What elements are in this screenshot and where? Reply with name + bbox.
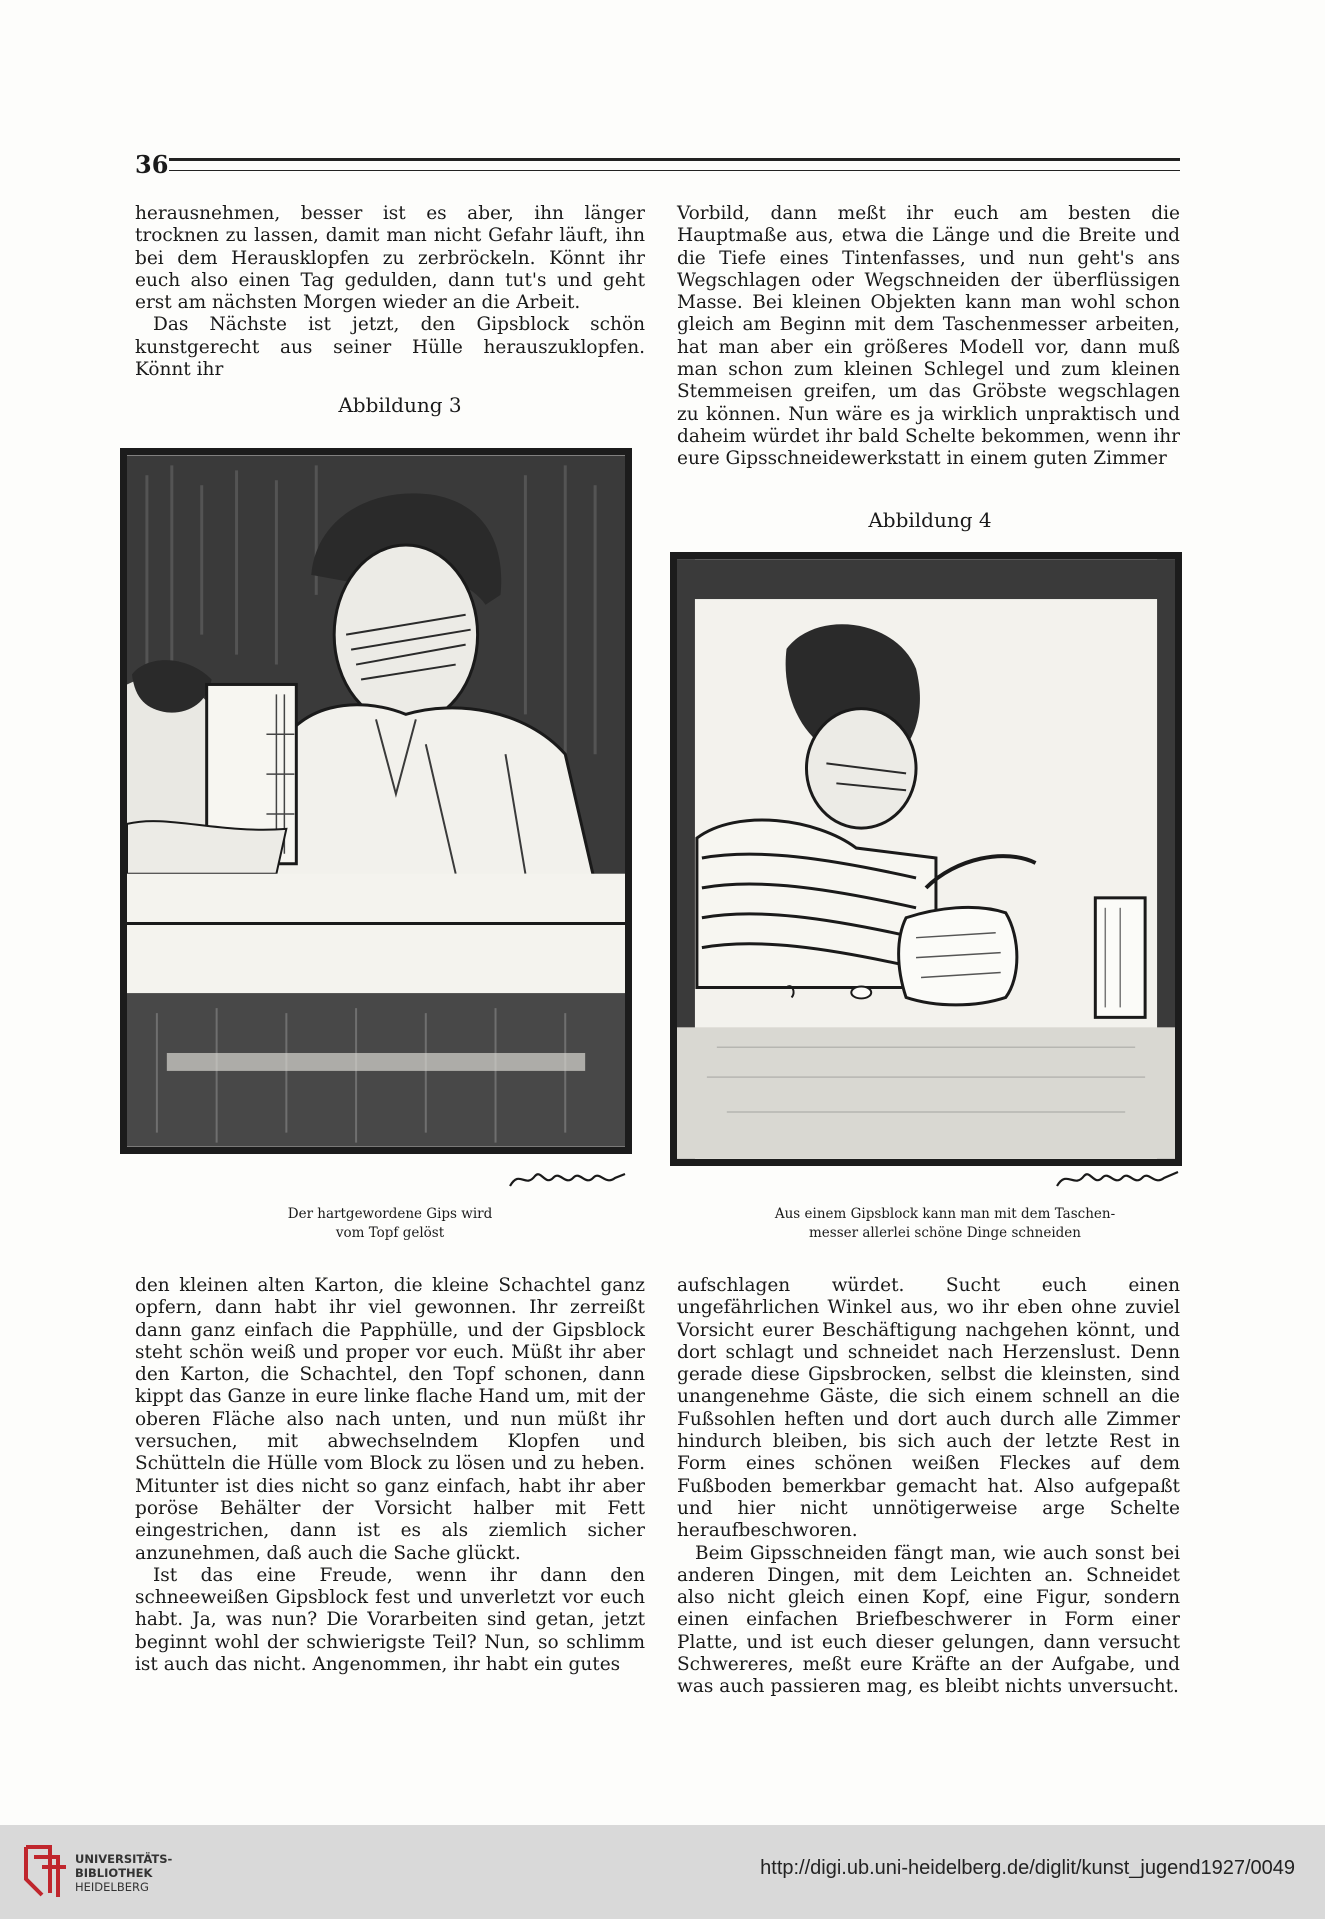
paragraph: Ist das eine Freude, wenn ihr dann den schneeweißen Gipsblock fest und unverletzt vor euch habt. Ja, was nun? Die Vorarbeiten sind getan, jetzt beginnt wohl der schwierigste Teil? Nun, so schlimm ist auch das nicht. Angenommen, ihr habt ein gutes: [135, 1564, 645, 1676]
text-column-right-bottom: [677, 1275, 1180, 1699]
caption-line: Der hartgewordene Gips wird: [287, 1206, 493, 1222]
paragraph: Das Nächste ist jetzt, den Gipsblock schön kunstgerecht aus seiner Hülle herauszuklopfen. Könnt ihr: [135, 314, 645, 381]
artist-signature-icon: [505, 1164, 630, 1194]
library-name-line: BIBLIOTHEK: [75, 1866, 153, 1880]
page-number: 36: [135, 150, 169, 179]
library-name[interactable]: [75, 1852, 172, 1894]
figure-4-caption: [720, 1205, 1170, 1243]
footer-bar: [0, 1825, 1325, 1919]
boy-holding-plaster-block-illustration: [127, 455, 625, 1147]
figure-3-title: Abbildung 3: [338, 393, 462, 417]
paragraph: herausnehmen, besser ist es aber, ihn länger trocknen zu lassen, damit man nicht Gefahr läuft, ihn bei dem Herausklopfen zu zerbröckeln. Könnt ihr euch also einen Tag gedulden, dann tut's und geht erst am nächsten Morgen wieder an die Arbeit.: [135, 203, 645, 314]
figure-3-illustration: [120, 448, 632, 1154]
paragraph: den kleinen alten Karton, die kleine Schachtel ganz opfern, dann habt ihr viel gewonnen. Ihr zerreißt dann ganz einfach die Papphülle, und der Gipsblock steht schön weiß und proper vor euch. Müßt ihr aber den Karton, die Schachtel, den Topf schonen, dann kippt das Ganze in eure linke flache Hand um, mit der oberen Fläche also nach unten, und nun müßt ihr versuchen, mit abwechselndem Klopfen und Schütteln die Hülle vom Block zu lösen und zu heben. Mitunter ist dies nicht so ganz einfach, habt ihr aber poröse Behälter der Vorsicht halber mit Fett eingestrichen, dann ist es als ziemlich sicher anzunehmen, daß auch die Sache glückt.: [135, 1275, 645, 1564]
artist-signature-icon: [1052, 1164, 1182, 1194]
caption-line: Aus einem Gipsblock kann man mit dem Taschen-: [774, 1206, 1116, 1222]
source-url-link[interactable]: http://digi.ub.uni-heidelberg.de/diglit/kunst_jugend1927/0049: [760, 1857, 1295, 1879]
figure-4-title: Abbildung 4: [868, 508, 992, 532]
paragraph: Vorbild, dann meßt ihr euch am besten die Hauptmaße aus, etwa die Länge und die Breite und die Tiefe eines Tintenfasses, und nun geht's ans Wegschlagen oder Wegschneiden der überflüssigen Masse. Bei kleinen Objekten kann man wohl schon gleich am Beginn mit dem Taschenmesser arbeiten, hat man aber ein größeres Modell vor, dann muß man schon zum kleinen Schlegel und zum kleinen Stemmeisen greifen, um das Gröbste wegschlagen zu können. Nun wäre es ja wirklich unpraktisch und daheim würdet ihr bald Schelte bekommen, wenn ihr eure Gipsschneidewerkstatt in einem guten Zimmer: [677, 203, 1180, 470]
boy-carving-plaster-illustration: [677, 559, 1175, 1159]
figure-4-illustration: [670, 552, 1182, 1166]
caption-line: messer allerlei schöne Dinge schneiden: [809, 1225, 1081, 1241]
caption-line: vom Topf gelöst: [335, 1225, 445, 1241]
paragraph: Beim Gipsschneiden fängt man, wie auch sonst bei anderen Dingen, mit dem Leichten an. Schneidet also nicht gleich einen Kopf, eine Figur, sondern einen einfachen Briefbeschwerer in Form einer Platte, und ist euch dieser gelungen, dann versucht Schwereres, meßt eure Kräfte an der Aufgabe, und was auch passieren mag, es bleibt nichts unversucht.: [677, 1542, 1180, 1698]
figure-3-caption: [200, 1205, 580, 1243]
library-logo-icon: [20, 1839, 70, 1901]
page-header: [135, 150, 1180, 180]
paragraph: aufschlagen würdet. Sucht euch einen ungefährlichen Winkel aus, wo ihr eben ohne zuviel Vorsicht eurer Beschäftigung nachgehen könnt, und dort schlagt und schneidet nach Herzenslust. Denn gerade diese Gipsbrocken, selbst die kleinsten, sind unangenehme Gäste, die sich einem schnell an die Fußsohlen heften und dort auch durch alle Zimmer hindurch bleiben, bis sich auch der letzte Rest in Form eines schönen weißen Fleckes auf dem Fußboden bemerkbar gemacht hat. Also aufgepaßt und hier nicht unnötigerweise arge Schelte heraufbeschworen.: [677, 1275, 1180, 1542]
library-name-line: HEIDELBERG: [75, 1880, 149, 1894]
text-column-left-top: [135, 203, 645, 381]
text-column-left-bottom: [135, 1275, 645, 1676]
text-column-right-top: [677, 203, 1180, 471]
header-rule: [169, 158, 1180, 171]
library-name-line: UNIVERSITÄTS-: [75, 1852, 173, 1866]
